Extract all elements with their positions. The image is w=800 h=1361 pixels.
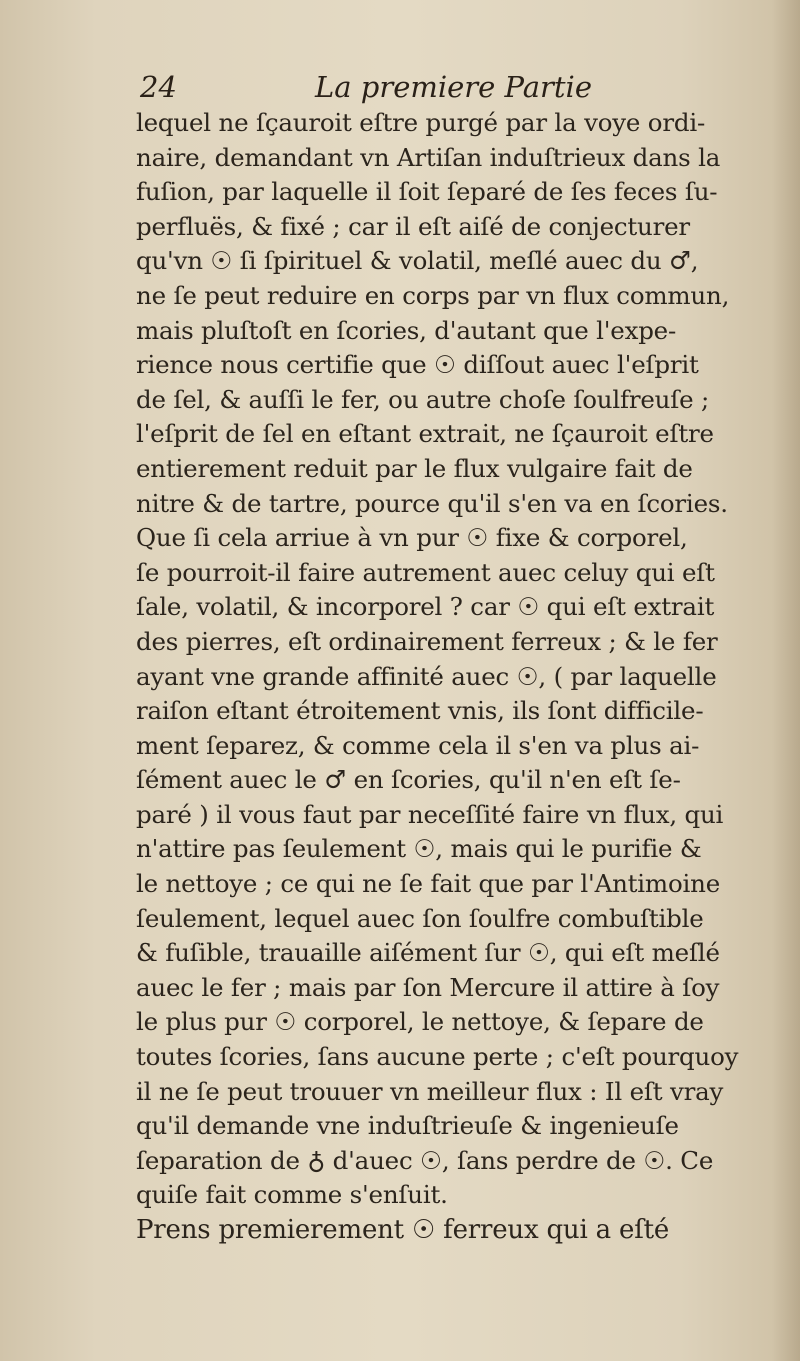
text-line: il ne ſe peut trouuer vn meilleur flux : Il eſt vray xyxy=(136,1076,724,1106)
text-line: qu'vn ☉ ſi ſpirituel & volatil, meſlé auec du ♂, xyxy=(136,246,699,276)
text-line: Que ſi cela arriue à vn pur ☉ fixe & corporel, xyxy=(136,523,688,553)
text-line: toutes ſcories, ſans aucune perte ; c'eſt pourquoy xyxy=(136,1042,739,1072)
text-line: ment ſeparez, & comme cela il s'en va plus ai- xyxy=(136,730,700,760)
text-line: des pierres, eſt ordinairement ferreux ; & le fer xyxy=(136,626,718,656)
text-line: n'attire pas ſeulement ☉, mais qui le purifie & xyxy=(136,834,702,864)
text-line: de ſel, & auſſi le fer, ou autre choſe ſoulfreuſe ; xyxy=(136,384,710,414)
text-line: ne ſe peut reduire en corps par vn flux commun, xyxy=(136,280,730,310)
text-line: qu'il demande vne induſtrieuſe & ingenieuſe xyxy=(136,1111,679,1141)
text-line: ſément auec le ♂ en ſcories, qu'il n'en eſt ſe- xyxy=(136,765,681,795)
text-line: ayant vne grande affinité auec ☉, ( par laquelle xyxy=(136,661,717,691)
text-line: Prens premierement ☉ ferreux qui a eſté xyxy=(136,1215,670,1245)
text-line: quiſe fait comme s'enſuit. xyxy=(136,1180,448,1210)
text-line: fuſion, par laquelle il ſoit ſeparé de ſes feces ſu- xyxy=(136,177,718,207)
text-line: nitre & de tartre, pource qu'il s'en va en ſcories. xyxy=(136,488,728,518)
running-head: La premiere Partie xyxy=(315,70,592,104)
text-line: naire, demandant vn Artiſan induſtrieux dans la xyxy=(136,142,721,172)
text-line: mais pluſtoſt en ſcories, d'autant que l'expe- xyxy=(136,315,677,345)
body-text xyxy=(136,106,766,1248)
text-line: perfluës, & fixé ; car il eſt aiſé de conjecturer xyxy=(136,211,690,241)
text-line: auec le fer ; mais par ſon Mercure il attire à ſoy xyxy=(136,972,720,1002)
text-line: ſeparation de ♁ d'auec ☉, ſans perdre de ☉. Ce xyxy=(136,1145,714,1175)
text-line: entierement reduit par le flux vulgaire fait de xyxy=(136,453,693,483)
text-line: lequel ne ſçauroit eſtre purgé par la voye ordi- xyxy=(136,108,706,137)
text-line: rience nous certifie que ☉ diſſout auec l'eſprit xyxy=(136,350,699,380)
text-line: paré ) il vous faut par neceſſité faire vn flux, qui xyxy=(136,799,724,829)
text-line: raiſon eſtant étroitement vnis, ils ſont difficile- xyxy=(136,696,704,726)
text-line: ſe pourroit-il faire autrement auec celuy qui eſt xyxy=(136,557,715,587)
text-line: & fuſible, trauaille aiſément ſur ☉, qui eſt meſlé xyxy=(136,938,720,968)
text-line: le plus pur ☉ corporel, le nettoye, & ſepare de xyxy=(136,1007,704,1037)
page-number: 24 xyxy=(140,70,177,104)
text-line: ſale, volatil, & incorporel ? car ☉ qui eſt extrait xyxy=(136,592,715,622)
text-line: le nettoye ; ce qui ne ſe fait que par l'Antimoine xyxy=(136,869,721,899)
page-header xyxy=(140,70,760,110)
text-line: l'eſprit de ſel en eſtant extrait, ne ſçauroit eſtre xyxy=(136,419,714,449)
text-line: ſeulement, lequel auec ſon ſoulfre combuſtible xyxy=(136,903,704,933)
